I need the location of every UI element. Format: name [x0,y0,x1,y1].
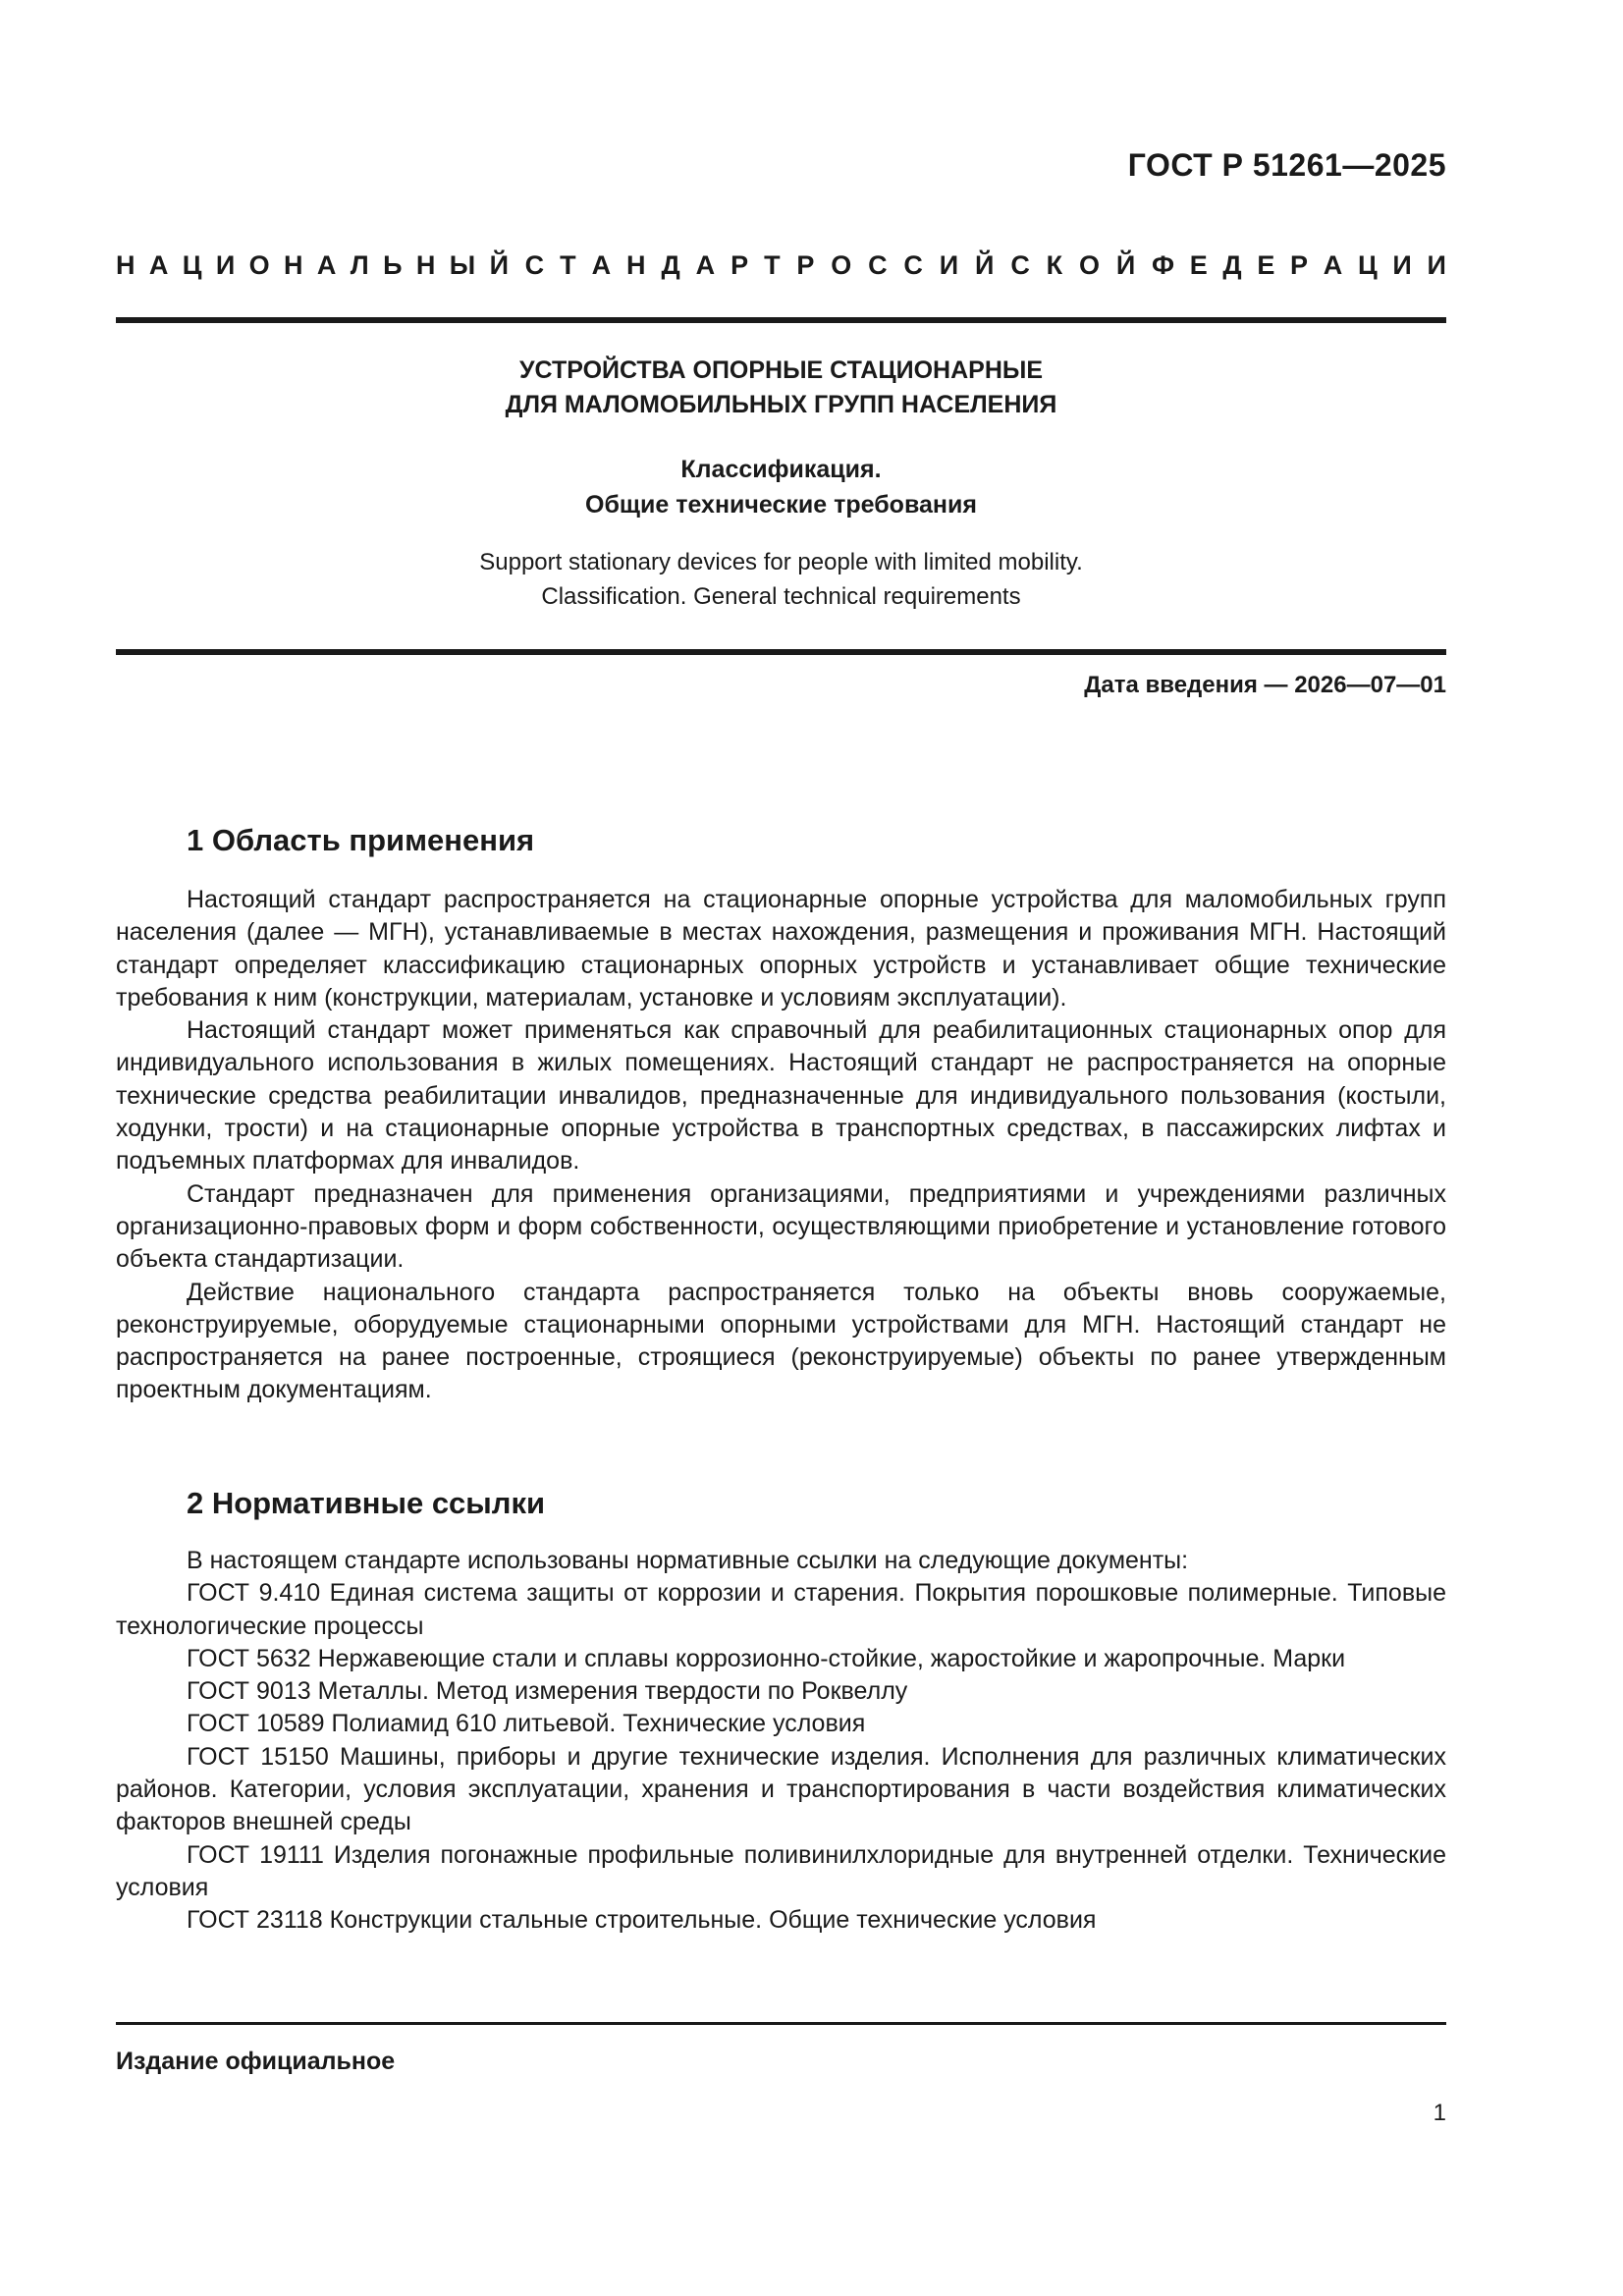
banner-word-federation [1152,250,1446,281]
banner-letter: Р [1290,250,1309,280]
footer-divider [116,2022,1446,2025]
banner-letter: Ф [1151,250,1175,280]
reference-item: ГОСТ 15150 Машины, приборы и другие технические изделия. Исполнения для различных климатических районов. Категории, условия эксплуатации, хранения и транспортирования в части воздействия климатических факторов внешней среды [116,1742,1446,1836]
banner-letter: Т [560,250,576,280]
reference-item: ГОСТ 9013 Металлы. Метод измерения твердости по Роквеллу [187,1677,908,1706]
reference-item: ГОСТ 10589 Полиамид 610 литьевой. Технические условия [187,1710,866,1738]
paragraph: Настоящий стандарт распространяется на стационарные опорные устройства для маломобильных групп населения (далее — МГН), устанавливаемые в местах нахождения, размещения и проживания МГН. Настоящий стандарт определяет классификацию стационарных опорных устройств и устанавливает общие технические требования к ним (конструкции, материалам, установке и условиям эксплуатации). [116,886,1446,1011]
official-edition-label: Издание официальное [116,2048,396,2075]
banner-letter: Й [975,250,995,280]
section-2-heading: 2 Нормативные ссылки [187,1486,546,1520]
banner-letter: Е [1257,250,1275,280]
paragraph: Настоящий стандарт может применяться как справочный для реабилитационных стационарных опор для индивидуального использования в жилых помещениях. Настоящий стандарт не распространяется на опорные технические средства реабилитации инвалидов, предназначенные для индивидуального пользования (костыли, ходунки, трости) и на стационарные опорные устройства в транспортных средствах, в пассажирских лифтах и подъемных платформах для инвалидов. [116,1016,1446,1175]
banner-letter: Т [764,250,781,280]
banner-letter: С [524,250,545,280]
banner-letter: Н [415,250,436,280]
banner-word-standard [525,250,781,281]
subtitle-line-1: Классификация. [680,456,882,483]
reference-item: ГОСТ 5632 Нержавеющие стали и сплавы коррозионно-стойкие, жаростойкие и жаропрочные. Марки [187,1644,1346,1672]
standard-title [116,354,1446,422]
banner-letter: О [831,250,852,280]
banner-letter: Е [1189,250,1208,280]
banner-letter: О [1079,250,1101,280]
introduction-date: Дата введения — 2026—07—01 [1084,672,1446,698]
banner-letter: Р [796,250,815,280]
english-title-line-2: Classification. General technical requirements [541,583,1021,610]
banner-letter: И [1427,250,1446,280]
banner-letter: О [248,250,270,280]
banner-letter: Д [661,250,680,280]
title-line-1: УСТРОЙСТВА ОПОРНЫЕ СТАЦИОНАРНЫЕ [518,356,1044,384]
gost-number: ГОСТ Р 51261—2025 [1127,147,1446,183]
reference-item: ГОСТ 23118 Конструкции стальные строительные. Общие технические условия [187,1906,1097,1935]
banner-letter: Н [626,250,646,280]
subtitle-line-2: Общие технические требования [585,491,977,519]
banner-letter: Ь [383,250,403,280]
banner-letter: С [868,250,888,280]
paragraph: В настоящем стандарте использованы нормативные ссылки на следующие документы: [187,1547,1189,1574]
title-divider [116,649,1446,655]
banner-letter: Р [730,250,749,280]
banner-letter: С [903,250,923,280]
paragraph: Действие национального стандарта распространяется только на объекты вновь сооружаемые, реконструируемые, оборудуемые стационарными опорными устройствами для МГН. Настоящий стандарт не распространяется на ранее построенные, строящиеся (реконструируемые) объекты по ранее утвержденным проектным документациям. [116,1278,1446,1404]
banner-letter: И [1392,250,1412,280]
banner-letter: А [316,250,337,280]
banner-letter: Л [350,250,369,280]
banner-letter: А [591,250,612,280]
banner-letter: С [1010,250,1030,280]
english-title-line-1: Support stationary devices for people with limited mobility. [479,549,1083,575]
banner-letter: Ы [449,250,476,280]
banner-letter: Д [1222,250,1242,280]
banner-letter: Ц [1357,250,1378,280]
section-1-heading: 1 Область применения [187,823,535,857]
banner-word-national [116,250,509,281]
banner-word-russian [796,250,1135,281]
banner-letter: Ц [182,250,202,280]
banner-letter: К [1046,250,1063,280]
reference-item: ГОСТ 19111 Изделия погонажные профильные поливинилхлоридные для внутренней отделки. Технические условия [116,1840,1446,1901]
banner-letter: А [148,250,169,280]
banner-letter: А [1323,250,1343,280]
banner-letter: А [695,250,716,280]
banner-letter: И [939,250,959,280]
page-number: 1 [1433,2100,1446,2126]
paragraph: Стандарт предназначен для применения организациями, предприятиями и учреждениями различных организационно-правовых форм и форм собственности, осуществляющими приобретение и установление готового объекта стандартизации. [116,1179,1446,1274]
english-title [116,545,1446,614]
banner-letter: Й [489,250,509,280]
top-divider [116,317,1446,323]
banner-letter: И [215,250,236,280]
title-line-2: ДЛЯ МАЛОМОБИЛЬНЫХ ГРУПП НАСЕЛЕНИЯ [505,391,1057,418]
reference-item: ГОСТ 9.410 Единая система защиты от коррозии и старения. Покрытия порошковые полимерные. Типовые технологические процессы [116,1579,1446,1640]
section-2-body [116,1545,1446,1938]
banner-letter: Й [1115,250,1136,280]
banner-letter: Н [284,250,303,280]
standard-subtitle [116,452,1446,522]
national-standard-banner [116,250,1446,281]
banner-letter: Н [116,250,135,280]
section-1-body [116,884,1446,1407]
